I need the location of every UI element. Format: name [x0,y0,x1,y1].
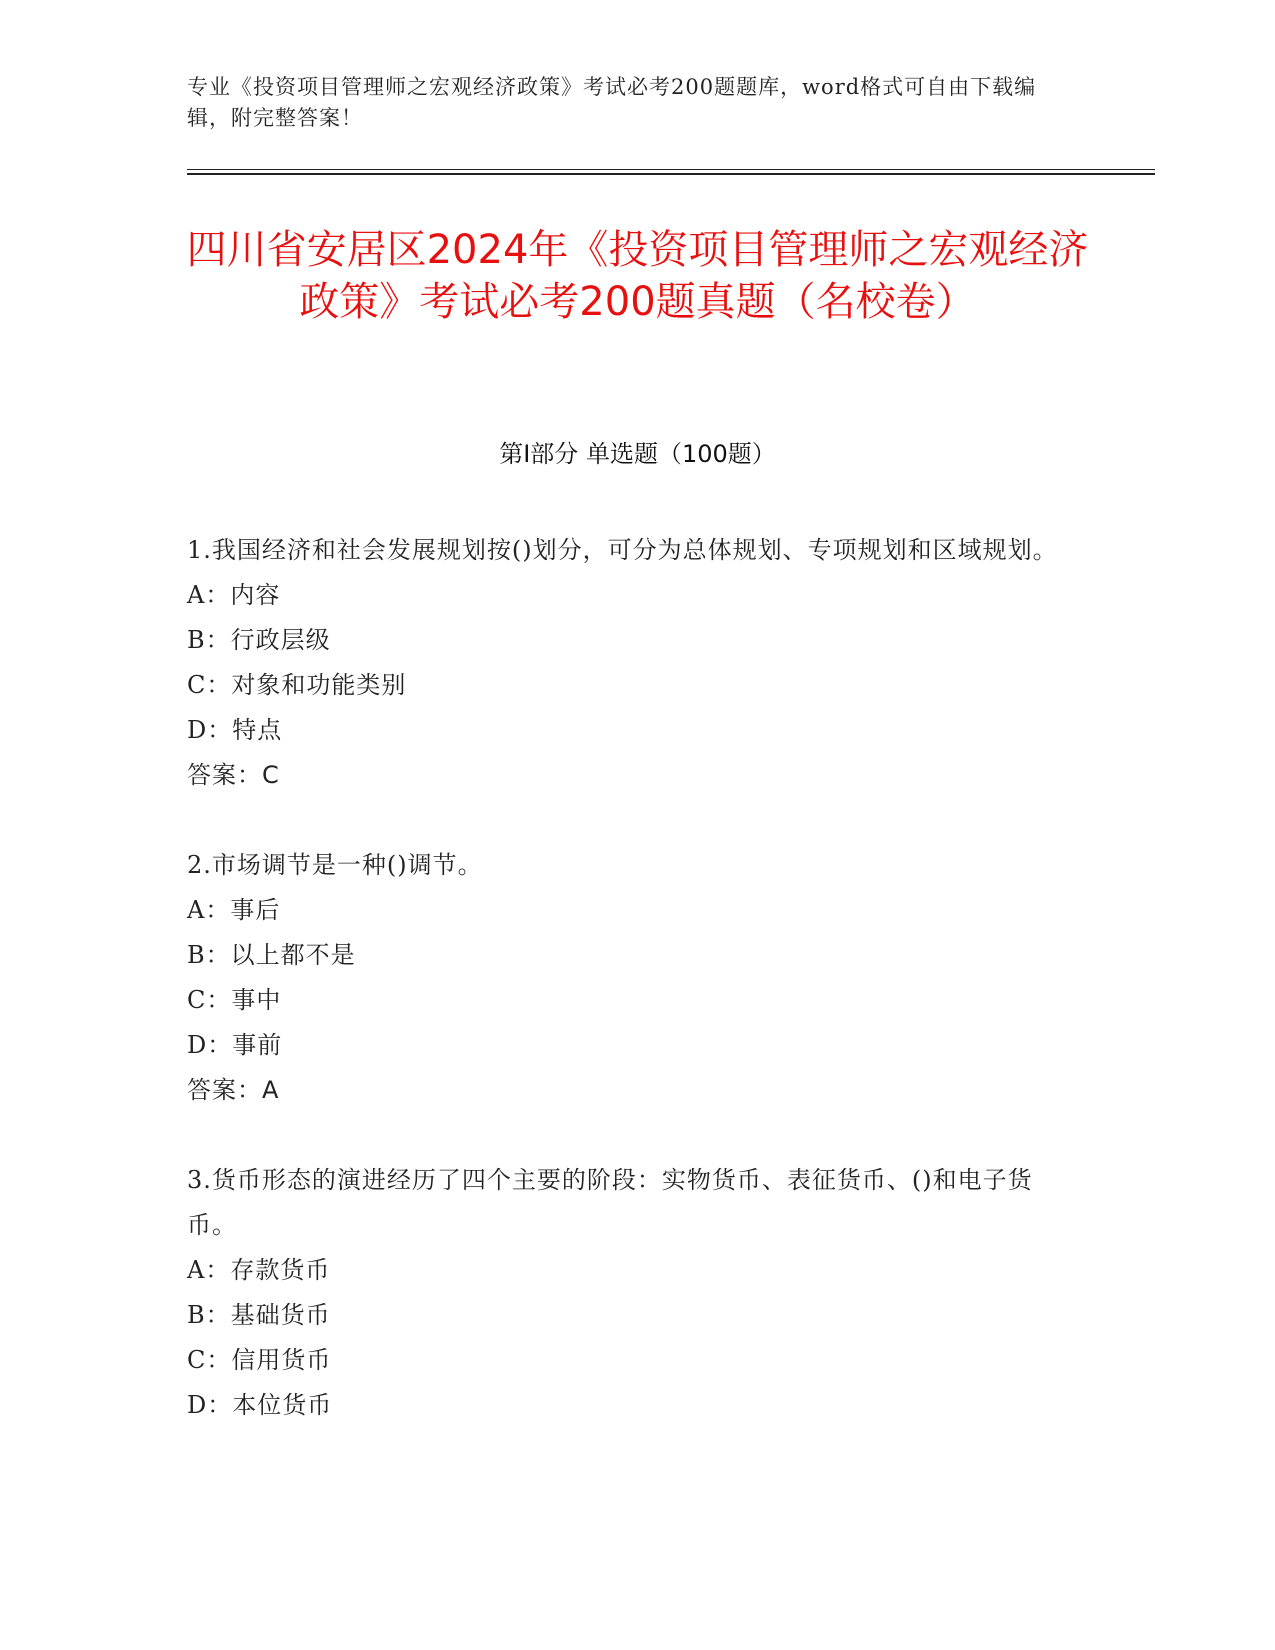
option-d: D：特点 [187,716,283,744]
option-a: A：存款货币 [187,1256,331,1284]
question-stem: 3.货币形态的演进经历了四个主要的阶段：实物货币、表征货币、()和电子货币。 [187,1166,1033,1239]
option-a: A：内容 [187,581,281,609]
question-list [187,528,1067,1473]
question-3 [187,1158,1067,1428]
option-d: D：事前 [187,1031,283,1059]
option-c: C：事中 [187,986,282,1014]
document-title: 四川省安居区2024年《投资项目管理师之宏观经济政策》考试必考200题真题（名校卷） [186,227,1089,325]
option-c: C：信用货币 [187,1346,332,1374]
question-stem: 1.我国经济和社会发展规划按()划分，可分为总体规划、专项规划和区域规划。 [187,536,1058,564]
answer: 答案：A [187,1076,280,1104]
question-stem: 2.市场调节是一种()调节。 [187,851,483,879]
option-b: B：行政层级 [187,626,331,654]
option-c: C：对象和功能类别 [187,671,407,699]
header-divider-thin [187,169,1155,170]
answer: 答案：C [187,761,280,789]
section-title: 第I部分 单选题（100题） [499,440,776,468]
question-2 [187,843,1067,1113]
option-b: B：以上都不是 [187,941,356,969]
option-b: B：基础货币 [187,1301,331,1329]
option-d: D：本位货币 [187,1391,333,1419]
header-divider-thick [187,173,1155,175]
header-note: 专业《投资项目管理师之宏观经济政策》考试必考200题题库，word格式可自由下载编辑，附完整答案！ [187,75,1037,130]
question-1 [187,528,1067,798]
option-a: A：事后 [187,896,281,924]
